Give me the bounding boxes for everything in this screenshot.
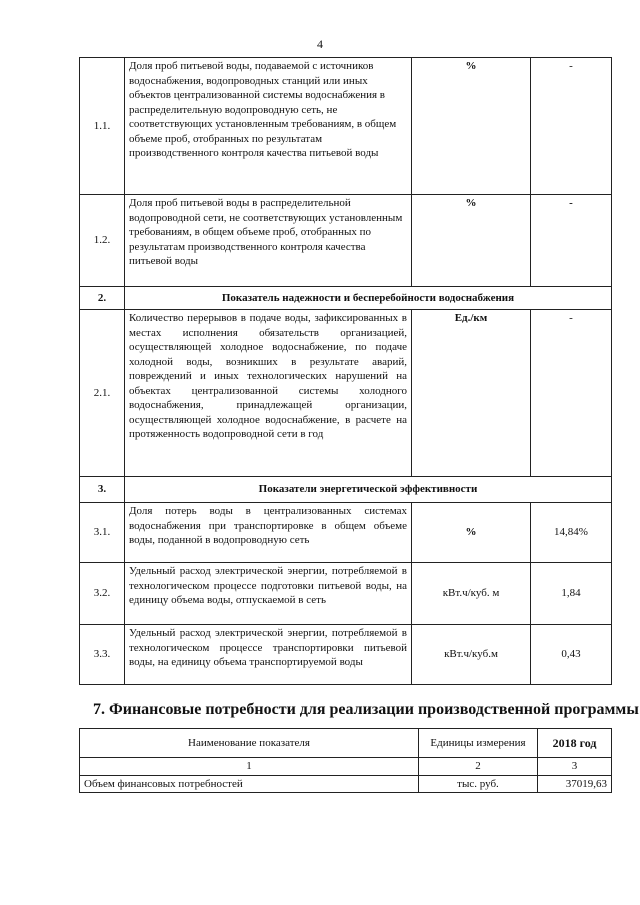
indicator-value: - xyxy=(531,195,612,287)
indicator-value: - xyxy=(531,310,612,477)
indicator-unit: % xyxy=(412,58,531,195)
column-header-name: Наименование показателя xyxy=(80,729,419,758)
indicator-unit: Ед./км xyxy=(412,310,531,477)
indicator-unit: % xyxy=(412,503,531,563)
indicator-value: 14,84% xyxy=(531,503,612,563)
row-number: 2.1. xyxy=(80,310,125,477)
column-header-year: 2018 год xyxy=(538,729,612,758)
finance-value: 37019,63 xyxy=(538,775,612,793)
row-number: 3.3. xyxy=(80,625,125,685)
row-number: 1.1. xyxy=(80,58,125,195)
indicator-unit: % xyxy=(412,195,531,287)
column-index: 1 xyxy=(80,758,419,776)
table-row xyxy=(80,58,612,195)
table-row xyxy=(80,625,612,685)
page-number: 4 xyxy=(317,37,323,51)
indicator-description: Удельный расход электрической энергии, потребляемой в технологическом процессе подготовки питьевой воды, на единицу объема воды, отпускаемой в сеть xyxy=(125,563,412,625)
column-header-units: Единицы измерения xyxy=(419,729,538,758)
table-row xyxy=(80,195,612,287)
table-row xyxy=(80,503,612,563)
table-row xyxy=(80,775,612,793)
indicator-value: - xyxy=(531,58,612,195)
indicators-table xyxy=(79,57,612,685)
section-number: 2. xyxy=(80,287,125,310)
finance-table xyxy=(79,728,612,793)
indicator-unit: кВт.ч/куб. м xyxy=(412,563,531,625)
table-row xyxy=(80,310,612,477)
row-number: 1.2. xyxy=(80,195,125,287)
indicator-description: Доля потерь воды в централизованных системах водоснабжения при транспортировке в общем объеме воды, поданной в водопроводную сеть xyxy=(125,503,412,563)
section-number: 3. xyxy=(80,477,125,503)
indicator-description: Удельный расход электрической энергии, потребляемой в технологическом процессе транспортировки питьевой воды, на единицу объема транспортируемой воды xyxy=(125,625,412,685)
row-number: 3.1. xyxy=(80,503,125,563)
section-row xyxy=(80,477,612,503)
indicator-unit: кВт.ч/куб.м xyxy=(412,625,531,685)
section-row xyxy=(80,287,612,310)
finance-indicator-name: Объем финансовых потребностей xyxy=(80,775,419,793)
table-index-row xyxy=(80,758,612,776)
column-index: 3 xyxy=(538,758,612,776)
indicator-description: Количество перерывов в подаче воды, зафиксированных в местах исполнения обязательств организацией, осуществляющей холодное водоснабжение, по подаче холодной воды, возникших в результате аварий, повреждений и иных технологических нарушений на объектах централизованной системы холодного водоснабжения, принадлежащей организации, осуществляющей холодное водоснабжение, в расчете на протяженность водопроводной сети в год xyxy=(125,310,412,477)
row-number: 3.2. xyxy=(80,563,125,625)
indicator-value: 0,43 xyxy=(531,625,612,685)
indicator-description: Доля проб питьевой воды, подаваемой с источников водоснабжения, водопроводных станций или иных объектов централизованной системы водоснабжения в распределительную водопроводную сеть, не соответствующих установленным требованиям, в общем объеме проб, отобранных по результатам производственного контроля качества питьевой воды xyxy=(125,58,412,195)
table-header-row xyxy=(80,729,612,758)
finance-unit: тыс. руб. xyxy=(419,775,538,793)
table-row xyxy=(80,563,612,625)
indicator-value: 1,84 xyxy=(531,563,612,625)
indicator-description: Доля проб питьевой воды в распределительной водопроводной сети, не соответствующих установленным требованиям, в общем объеме проб, отобранных по результатам производственного контроля качества питьевой воды xyxy=(125,195,412,287)
section-title: Показатели энергетической эффективности xyxy=(125,477,612,503)
section-title: Показатель надежности и бесперебойности водоснабжения xyxy=(125,287,612,310)
column-index: 2 xyxy=(419,758,538,776)
section-heading: 7. Финансовые потребности для реализации производственной программы xyxy=(93,701,639,718)
